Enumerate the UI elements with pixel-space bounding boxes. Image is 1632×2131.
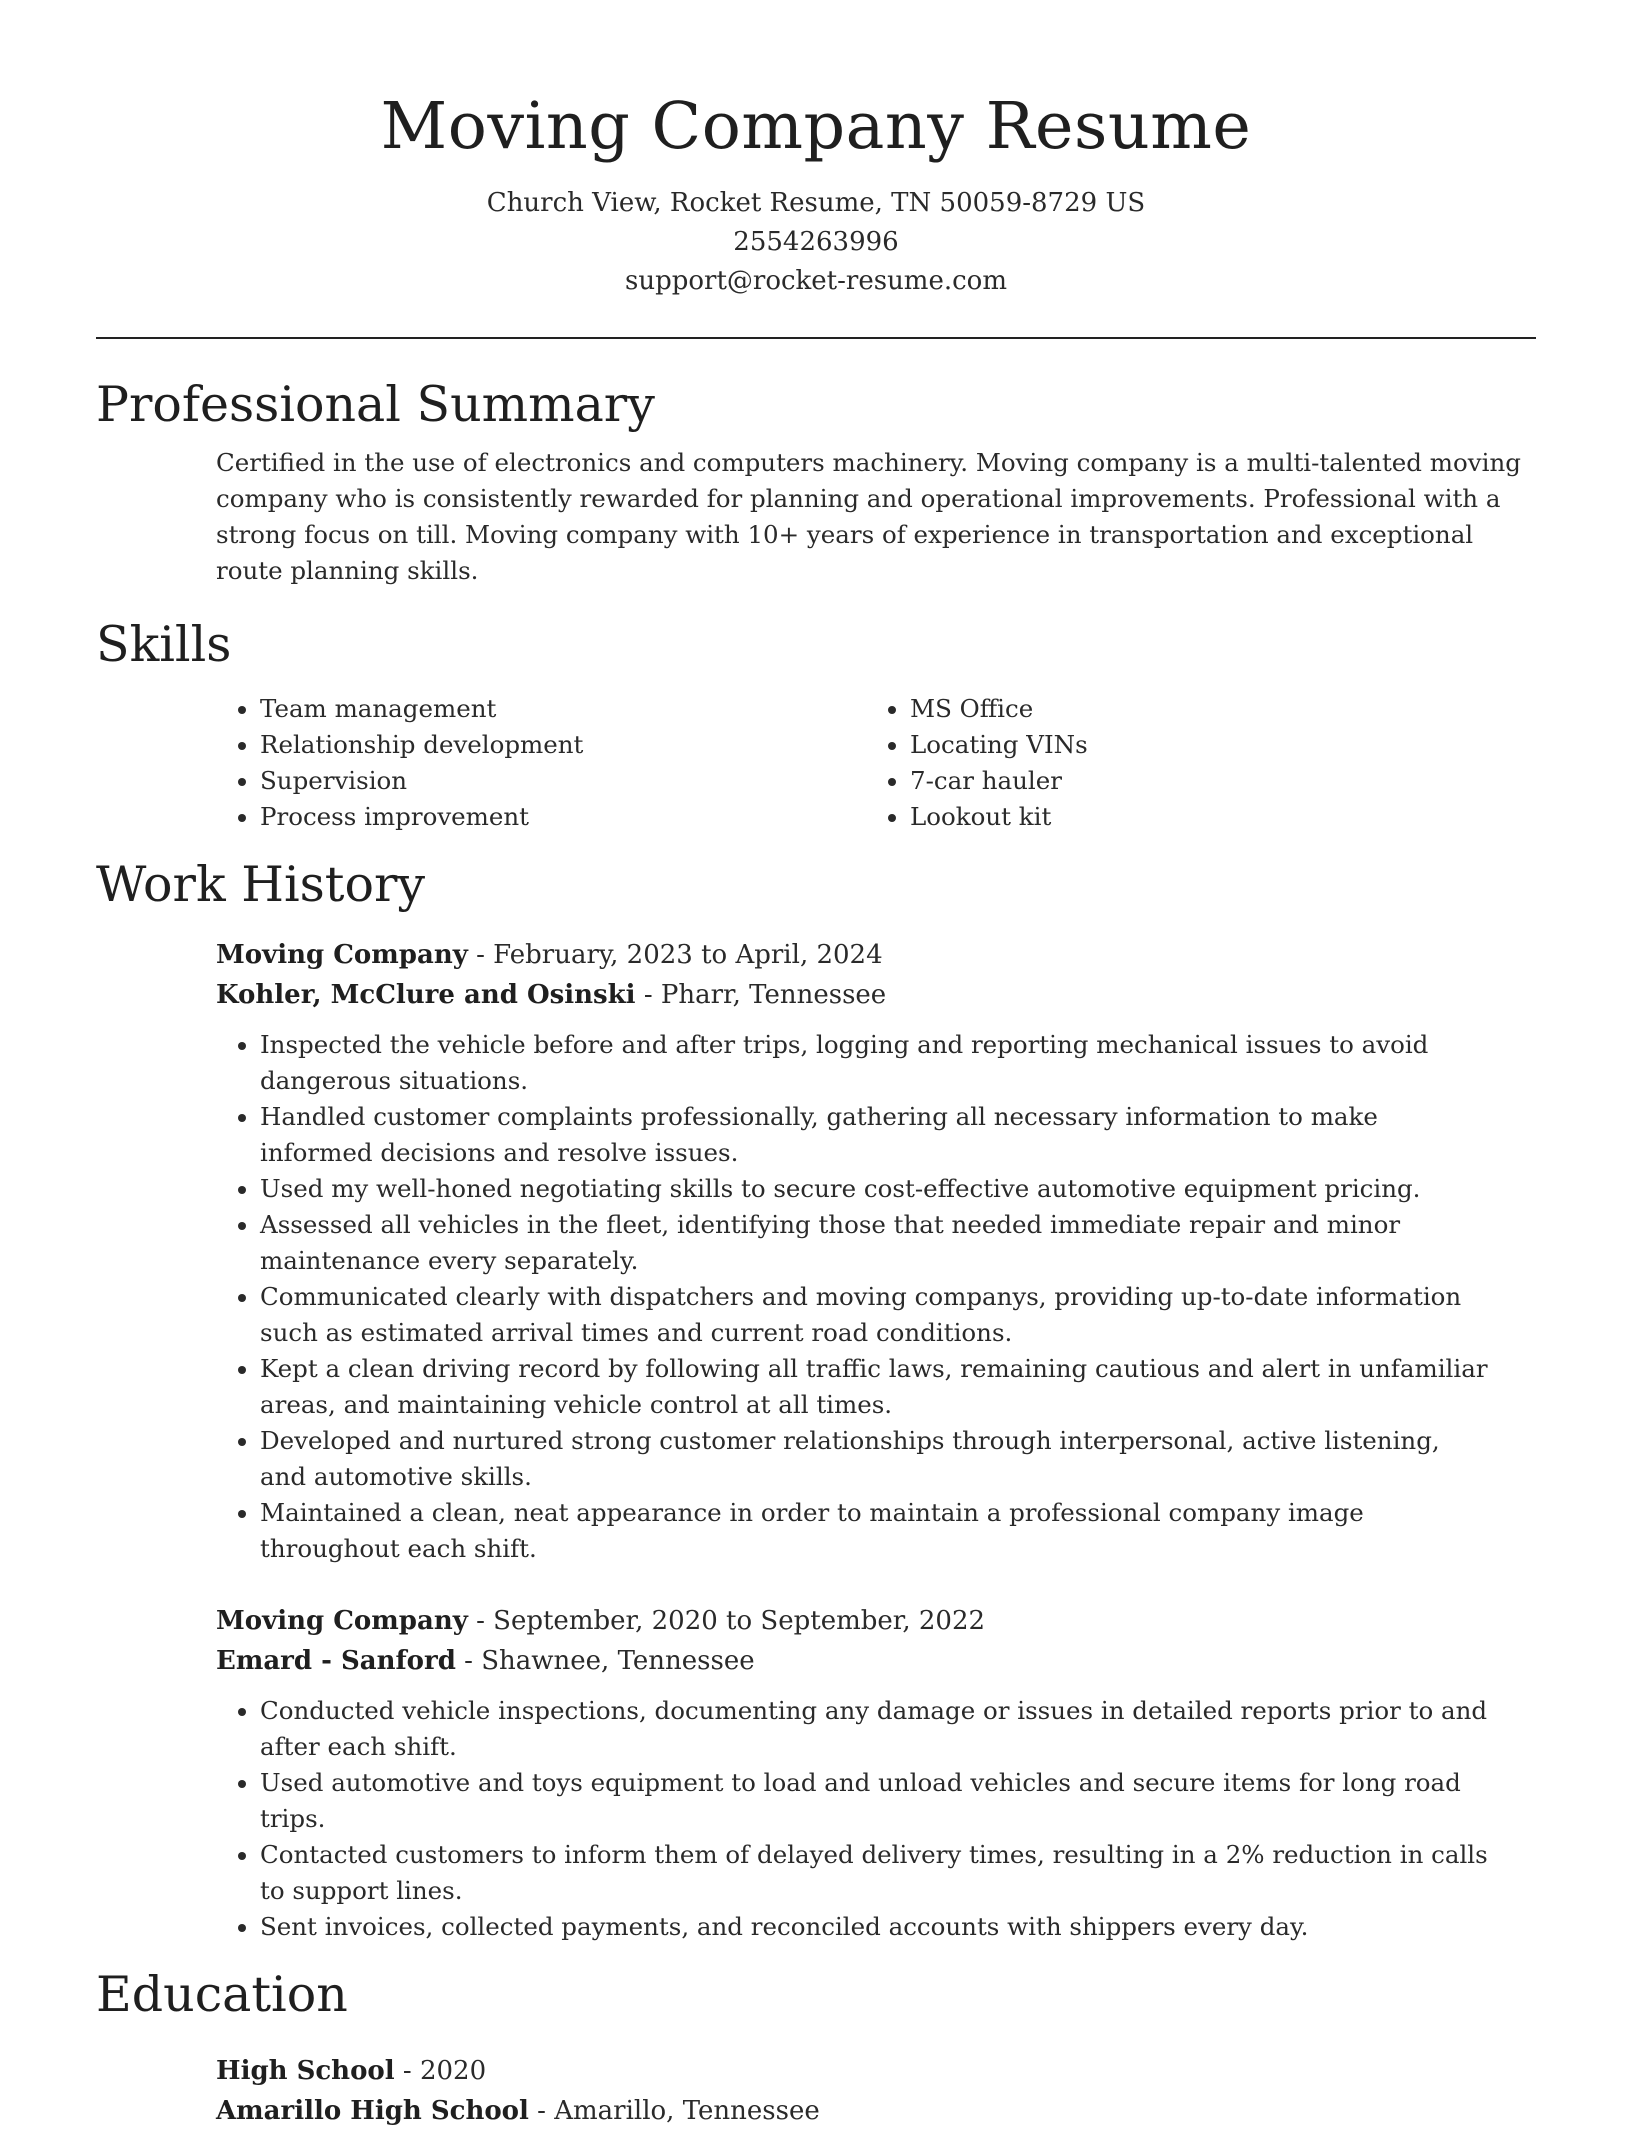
education-school-line <box>216 2091 1536 2131</box>
education-entry <box>216 2051 1536 2131</box>
skill-item: • Team management <box>260 691 866 727</box>
skill-item: • Lookout kit <box>910 799 1516 835</box>
duty-item: • Used automotive and toys equipment to load and unload vehicles and secure items for long road trips. <box>260 1765 1492 1837</box>
job-company-line <box>216 1641 1536 1681</box>
job-company: Kohler, McClure and Osinski <box>216 980 636 1010</box>
job-role-line <box>216 935 1536 975</box>
duty-item: • Communicated clearly with dispatchers and moving companys, providing up-to-date information such as estimated arrival times and current road conditions. <box>260 1279 1492 1351</box>
skill-item: • Relationship development <box>260 727 866 763</box>
duty-item: • Conducted vehicle inspections, documenting any damage or issues in detailed reports prior to and after each shift. <box>260 1693 1492 1765</box>
duty-item: • Used my well-honed negotiating skills to secure cost-effective automotive equipment pricing. <box>260 1171 1492 1207</box>
job-entry <box>216 1601 1536 1945</box>
job-role: Moving Company <box>216 1606 468 1636</box>
duty-item: • Developed and nurtured strong customer relationships through interpersonal, active listening, and automotive skills. <box>260 1423 1492 1495</box>
skill-item: • MS Office <box>910 691 1516 727</box>
resume-title: Moving Company Resume <box>380 89 1252 164</box>
duty-item: • Assessed all vehicles in the fleet, identifying those that needed immediate repair and minor maintenance every separately. <box>260 1207 1492 1279</box>
resume-header <box>96 0 1536 301</box>
job-company-line <box>216 975 1536 1015</box>
education-heading: Education <box>96 1966 348 2023</box>
duty-item: • Sent invoices, collected payments, and reconciled accounts with shippers every day. <box>260 1909 1492 1945</box>
skills-column-left <box>216 691 866 835</box>
summary-heading: Professional Summary <box>96 376 655 433</box>
job-role-line <box>216 1601 1536 1641</box>
email: support@rocket-resume.com <box>624 266 1007 296</box>
job-dates: - September, 2020 to September, 2022 <box>467 1606 986 1636</box>
duty-item: • Kept a clean driving record by following all traffic laws, remaining cautious and alert in unfamiliar areas, and maintaining vehicle control at all times. <box>260 1351 1492 1423</box>
header-divider <box>96 337 1536 339</box>
phone: 2554263996 <box>733 227 899 257</box>
contact-block <box>96 184 1536 301</box>
job-dates: - February, 2023 to April, 2024 <box>467 940 883 970</box>
education-degree-line <box>216 2051 1536 2091</box>
duty-item: • Maintained a clean, neat appearance in order to maintain a professional company image throughout each shift. <box>260 1495 1492 1567</box>
skill-item: • Locating VINs <box>910 727 1516 763</box>
work-history-heading: Work History <box>96 856 426 913</box>
education-degree: High School <box>216 2056 395 2086</box>
skill-item: • 7-car hauler <box>910 763 1516 799</box>
job-duties <box>216 1027 1492 1567</box>
address: Church View, Rocket Resume, TN 50059-8729 US <box>486 188 1146 218</box>
skills-heading: Skills <box>96 616 232 673</box>
skills-list <box>216 691 1536 835</box>
skills-column-right <box>866 691 1516 835</box>
duty-item: • Handled customer complaints professionally, gathering all necessary information to make informed decisions and resolve issues. <box>260 1099 1492 1171</box>
job-duties <box>216 1693 1492 1945</box>
job-location: - Shawnee, Tennessee <box>455 1646 755 1676</box>
education-location: - Amarillo, Tennessee <box>528 2096 820 2126</box>
skill-item: • Supervision <box>260 763 866 799</box>
job-location: - Pharr, Tennessee <box>635 980 887 1010</box>
education-school: Amarillo High School <box>216 2096 529 2126</box>
skill-item: • Process improvement <box>260 799 866 835</box>
job-entry <box>216 935 1536 1567</box>
education-year: - 2020 <box>394 2056 487 2086</box>
job-company: Emard - Sanford <box>216 1646 456 1676</box>
duty-item: • Inspected the vehicle before and after trips, logging and reporting mechanical issues to avoid dangerous situations. <box>260 1027 1492 1099</box>
duty-item: • Contacted customers to inform them of delayed delivery times, resulting in a 2% reduction in calls to support lines. <box>260 1837 1492 1909</box>
job-role: Moving Company <box>216 940 468 970</box>
summary-text: Certified in the use of electronics and computers machinery. Moving company is a multi-talented moving company who is consistently rewarded for planning and operational improvements. Professional with a strong focus on till. Moving company with 10+ years of experience in transportation and exceptional route planning skills. <box>216 448 1521 585</box>
